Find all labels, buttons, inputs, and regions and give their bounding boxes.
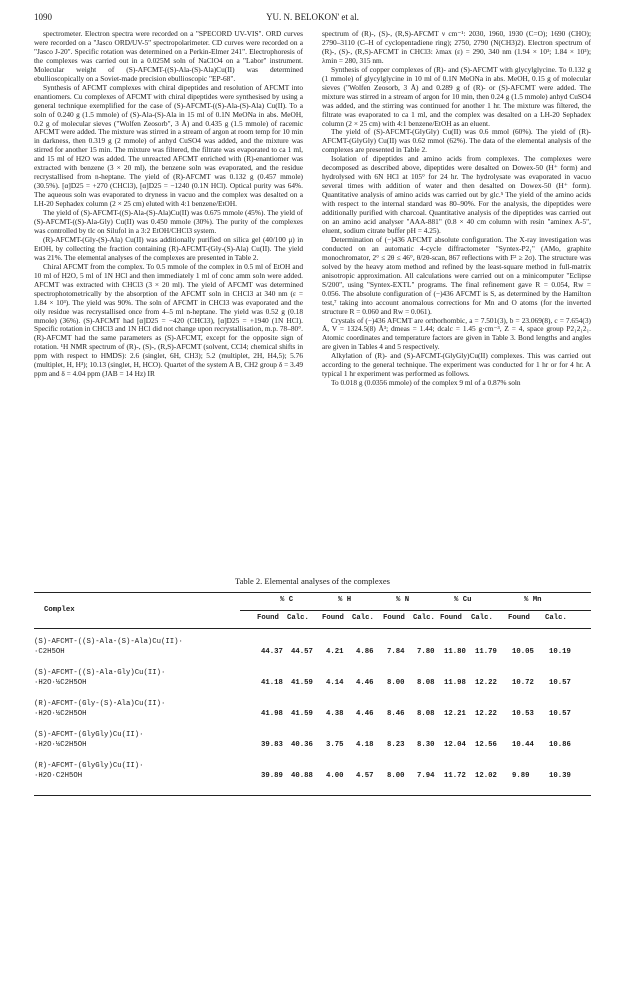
- table-cell: 4.00: [326, 772, 344, 780]
- table-cell: 4.86: [356, 648, 374, 656]
- complex-name-line2: ·C2H5OH: [34, 648, 65, 656]
- complex-name-line1: (R)-AFCMT-(Gly-(S)-Ala)Cu(II)·: [34, 700, 166, 708]
- table-cell: 11.80: [444, 648, 466, 656]
- group-header: % H: [338, 596, 352, 604]
- paragraph: Crystals of (−)436 AFCMT are orthorhombic, a = 7.501(3), b = 23.069(8), c = 7.654(3) Å, V = 1324.5(8) Å³; dmeas = 1.44; dcalc = 1.45 g·cm⁻³, Z = 4, space group P2₁2₁2₁. Atomic coordinates and temperature factors are given in Table 3. Bond lengths and angles are given in Tables 4 and 5 respectively.: [322, 315, 591, 352]
- complex-name-line1: (S)-AFCMT-((S)-Ala-(S)-Ala)Cu(II)·: [34, 638, 183, 646]
- table-cell: 41.18: [261, 679, 283, 687]
- table-cell: 44.57: [291, 648, 313, 656]
- table-cell: 10.86: [549, 741, 571, 749]
- group-header: % N: [396, 596, 410, 604]
- column-header-complex: Complex: [44, 606, 75, 614]
- table-cell: 8.46: [387, 710, 405, 718]
- table-cell: 7.94: [417, 772, 435, 780]
- table-cell: 4.46: [356, 679, 374, 687]
- paragraph: Isolation of dipeptides and amino acids from complexes. The complexes were decomposed as described above, dipeptides were desalted on Dowex-50 (H⁺ form) and hydrolysed with 6N HCl at 105° for 24 hr. The hydrolysate was evaporated in vacuo several times with addition of water and then desalted on Dowex-50 (H⁺ form). Quantitative analysis of amino acids was carried out by glc.⁵ The yield of the amino acids with respect to the internal standard was 80–90%. For the analysis, the dipeptides were additionally purified with charcoal. Quantitative analysis of the dipeptides was carried out on an amino acid analyser "AAA-881" (0.8 × 40 cm column with resin "aminex A-5", eluent, sodium citrate buffer pH = 4.25).: [322, 154, 591, 235]
- table-cell: 8.30: [417, 741, 435, 749]
- paragraph: The yield of (S)-AFCMT-((S)-Ala-(S)-Ala)Cu(II) was 0.675 mmole (45%). The yield of (S)-AFCMT-((S)-Ala-Gly) Cu(II) was 0.450 mmole (30%). The purity of the complexes was controlled by tlc on Silufol in a 3:2 EtOH/CHCl3 system.: [34, 208, 303, 235]
- table-cell: 4.14: [326, 679, 344, 687]
- table-cell: 10.44: [512, 741, 534, 749]
- table-cell: 44.37: [261, 648, 283, 656]
- table-cell: 4.21: [326, 648, 344, 656]
- complex-name-line2: ·H2O·½C2H5OH: [34, 710, 87, 718]
- sub-header: Calc.: [352, 614, 374, 622]
- sub-header: Calc.: [545, 614, 567, 622]
- table-cell: 4.38: [326, 710, 344, 718]
- table-cell: 41.98: [261, 710, 283, 718]
- paragraph: (R)-AFCMT-(Gly-(S)-Ala) Cu(II) was additionally purified on silica gel (40/100 μ) in EtOH, by collecting the fraction containing (R)-AFCMT-(Gly-(S)-Ala) Cu(II). The yield was 21%. The elemental analyses of the complexes are presented in Table 2.: [34, 234, 303, 262]
- paragraph: Determination of (−)436 AFCMT absolute configuration. The X-ray investigation was conducted on an automatic 4-cycle diffractometer "Syntex-P2₁" (AMo, graphite monochromator, 2° ≤ 2θ ≤ 46°, θ/2θ-scan, 867 reflections with F² ≥ 2σ). The structure was solved by the heavy atom method and refined by the least-square method in full-matrix anisotropic approximation. All calculations were carried out on a minicomputer "Eclipse S/200", using "Syntex-EXTL" programs. The final refinement gave R = 0.054, Rw = 0.056. The absolute configuration of (−)436 AFCMT is S, as determined by the Hamilton test,⁷ taking into account anomalous corrections for Mn and O atoms (for the inverted structure R = 0.060 and Rw = 0.061).: [322, 234, 591, 316]
- paragraph: Chiral AFCMT from the complex. To 0.5 mmole of the complex in 0.5 ml of EtOH and 10 ml of H2O, 5 ml of 1N HCl and then immediately 1 ml of conc amm soln were added. AFCMT was extracted with CHCl3 (3 × 20 ml). The yield of AFCMT was determined spectrophotometrically by the absorption of the AFCMT soln in CHCl3 at 340 nm (ε = 1.84 × 10³). The yield was 90%. The soln of AFCMT in CHCl3 was evaporated and the oily residue was recrystallised once from 4–5 ml n-heptane. The yield was 0.52 g (0.18 mmole) (36%). (S)-AFCMT had [α]D25 = −420 (CHCl3), [α]D25 = +1940 (1N HCl). Specific rotation in CHCl3 and 1N HCl did not change upon recrystallisation, m.p. 78–80°. (R)-AFCMT had the same parameters as (S)-AFCMT, except for the opposite sign of rotation. ¹H NMR spectrum of (R)-, (S)-, (R,S)-AFCMT (solvent, CCl4; chemical shifts in ppm with respect to HMDS): 2.6 (singlet, 6H, CH3); 5.2 (multiplet, 2H, H4,5); 5.76 (multiplet, H, H³); 10.13 (singlet, H, HCO). Quartet of the system A B, CH2 group δ = 3.49 ppm and δ = 4.04 ppm (JAB = 14 Hz) IR: [34, 261, 303, 379]
- table-cell: 39.83: [261, 741, 283, 749]
- table-header-rule: [34, 628, 591, 629]
- table-cell: 11.79: [475, 648, 497, 656]
- table-cell: 12.22: [475, 710, 497, 718]
- complex-name-line1: (R)-AFCMT-(GlyGly)Cu(II)·: [34, 762, 144, 770]
- table-cell: 10.19: [549, 648, 571, 656]
- complex-name-line1: (S)-AFCMT-(GlyGly)Cu(II)·: [34, 731, 144, 739]
- table-cell: 10.05: [512, 648, 534, 656]
- sub-header: Found: [383, 614, 405, 622]
- table-cell: 8.00: [387, 679, 405, 687]
- sub-header: Found: [322, 614, 344, 622]
- table-cell: 10.57: [549, 710, 571, 718]
- right-column: [322, 30, 591, 570]
- table-cell: 10.39: [549, 772, 571, 780]
- table-cell: 11.98: [444, 679, 466, 687]
- paragraph: Synthesis of copper complexes of (R)- and (S)-AFCMT with glycylglycine. To 0.132 g (1 mmole) of glycylglycine in 10 ml of 0.1N MeONa in abs. MeOH, 0.15 g of molecular sieves ("Wolfen Zeosorb, 3 Å) and 0.289 g of (R)- or (S)-AFCMT were added. The mixture was stirred in a stream of argon for 10 min, then 0.24 g (1.5 mmole) anhyd CuSO4 was added, and the stirring was continued for another 1 hr. The mixture was filtered, the filtrate was evaporated to ca 1 ml, and the complex was desalted on a LH-20 Sephadex column (2 × 25 cm) with 4:1 benzene/EtOH as an eluent.: [322, 64, 591, 128]
- table-top-rule: [34, 592, 591, 593]
- sub-header: Found: [440, 614, 462, 622]
- table-cell: 8.08: [417, 679, 435, 687]
- paragraph: To 0.018 g (0.0356 mmole) of the complex 9 ml of a 0.87% soln: [331, 378, 521, 388]
- group-header: % Cu: [454, 596, 472, 604]
- paragraph: The yield of (S)-AFCMT-(GlyGly) Cu(II) was 0.6 mmol (60%). The yield of (R)-AFCMT-(GlyGly) Cu(II) was 0.62 mmol (62%). The data of the elemental analysis of the complexes are presented in Table 2.: [322, 127, 591, 155]
- table-cell: 10.72: [512, 679, 534, 687]
- table-cell: 8.23: [387, 741, 405, 749]
- paragraph: spectrum of (R)-, (S)-, (R,S)-AFCMT ν cm⁻¹: 2030, 1960, 1930 (C=O); 1690 (CHO); 2790–3110 (C–H of cyclopentadiene ring); 2750, 2790 (N(CH3)2). Electron spectrum of (R)-, (S)-, (R,S)-AFCMT in CHCl3: λmax (ε) = 290, 340 nm (1.94 × 10³; 1.84 × 10³); λmin = 280, 315 nm.: [322, 30, 591, 65]
- table-bottom-rule: [34, 795, 591, 796]
- table-cell: 11.72: [444, 772, 466, 780]
- complex-name-line2: ·H2O·½C2H5OH: [34, 679, 87, 687]
- table-cell: 41.59: [291, 710, 313, 718]
- sub-header: Calc.: [413, 614, 435, 622]
- table-cell: 12.56: [475, 741, 497, 749]
- sub-header: Found: [508, 614, 530, 622]
- sub-header: Calc.: [287, 614, 309, 622]
- table-cell: 12.04: [444, 741, 466, 749]
- paragraph: Alkylation of (R)- and (S)-AFCMT-(GlyGly)Cu(II) complexes. This was carried out according to the general technique. The experiment was conducted for 1 hr or for 4 hr. A typical 1 hr experiment was performed as follows.: [322, 351, 591, 379]
- table-cell: 10.53: [512, 710, 534, 718]
- table-cell: 4.18: [356, 741, 374, 749]
- table-cell: 40.36: [291, 741, 313, 749]
- complex-name-line1: (S)-AFCMT-((S)-Ala-Gly)Cu(II)·: [34, 669, 166, 677]
- body-columns: [34, 30, 591, 570]
- table-cell: 12.21: [444, 710, 466, 718]
- table-cell: 3.75: [326, 741, 344, 749]
- table-cell: 12.22: [475, 679, 497, 687]
- paragraph: spectrometer. Electron spectra were recorded on a "SPECORD UV-VIS". ORD curves were recorded on a "Jasco ORD/UV-5" spectropolarimeter. CD curves were recorded on a "Jasco J-20". Specific rotation was determined on a Perkin-Elmer 241". Electrophoresis of the complexes was carried out in a 0.025M soln of NaClO4 on a "Labor" instrument. Molecular weight of (S)-AFCMT-((S)-Ala-(S)-Ala)Cu(II) was determined ebullioscopically on a Soviet-made precision ebullioscopic "EP-68".: [34, 30, 303, 83]
- table-cell: 39.89: [261, 772, 283, 780]
- group-header: % C: [280, 596, 294, 604]
- table-cell: 4.57: [356, 772, 374, 780]
- sub-header: Found: [257, 614, 279, 622]
- paragraph: Synthesis of AFCMT complexes with chiral dipeptides and resolution of AFCMT into enantiomers. Cu complexes of AFCMT with chiral dipeptides were synthesised by using a general technique exemplified for the case of (S)-AFCMT-((S)-Ala-(S)-Ala) Cu(II). To a soln of 0.240 g (1.5 mmole) of (S)-Ala-(S)-Ala in 15 ml of 0.1N MeONa in abs. MeOH, 0.2 g of molecular sieves ("Wolfen Zeosorb", 3 Å) and 0.435 g (1.5 mmole) of racemic AFCMT were added. The mixture was stirred in a stream of argon at room temp for 10 min in darkness, then 0.319 g (2 mmole) of anhyd CuSO4 was added, and the mixture was stirred for another 15 min. The mixture was filtered, the filtrate was evaporated to ca 1 ml, and 15 ml of H2O was added. The unreacted AFCMT enriched with (R)-enantiomer was extracted with benzene (3 × 20 ml), the benzene soln was evaporated, and the residue recrystallised from n-heptane. The yield of (R)-AFCMT was 0.132 g (0.457 mmole) (30.5%). [α]D25 = +270 (CHCl3), [α]D25 = −1240 (0.1N HCl). Optical purity was 64%. The aqueous soln was evaporated to dryness in vacuo and the complex was desalted on a LH-20 Sephadex column (2 × 25 cm) eluted with 4:1 benzene/EtOH.: [34, 82, 303, 209]
- table-cell: 4.46: [356, 710, 374, 718]
- table-cell: 40.88: [291, 772, 313, 780]
- table-cell: 8.08: [417, 710, 435, 718]
- group-underline: [240, 610, 591, 611]
- table-caption: Table 2. Elemental analyses of the complexes: [235, 576, 390, 586]
- page-number: 1090: [34, 12, 52, 22]
- table-cell: 9.89: [512, 772, 530, 780]
- complex-name-line2: ·H2O·½C2H5OH: [34, 741, 87, 749]
- group-header: % Mn: [524, 596, 542, 604]
- table-cell: 7.80: [417, 648, 435, 656]
- table-cell: 8.00: [387, 772, 405, 780]
- sub-header: Calc.: [471, 614, 493, 622]
- left-column: [34, 30, 303, 570]
- table-cell: 41.59: [291, 679, 313, 687]
- table-cell: 7.84: [387, 648, 405, 656]
- table-cell: 12.02: [475, 772, 497, 780]
- running-head: YU. N. BELOKON' et al.: [266, 12, 359, 22]
- complex-name-line2: ·H2O·C2H5OH: [34, 772, 83, 780]
- page-header: [34, 12, 591, 26]
- table-cell: 10.57: [549, 679, 571, 687]
